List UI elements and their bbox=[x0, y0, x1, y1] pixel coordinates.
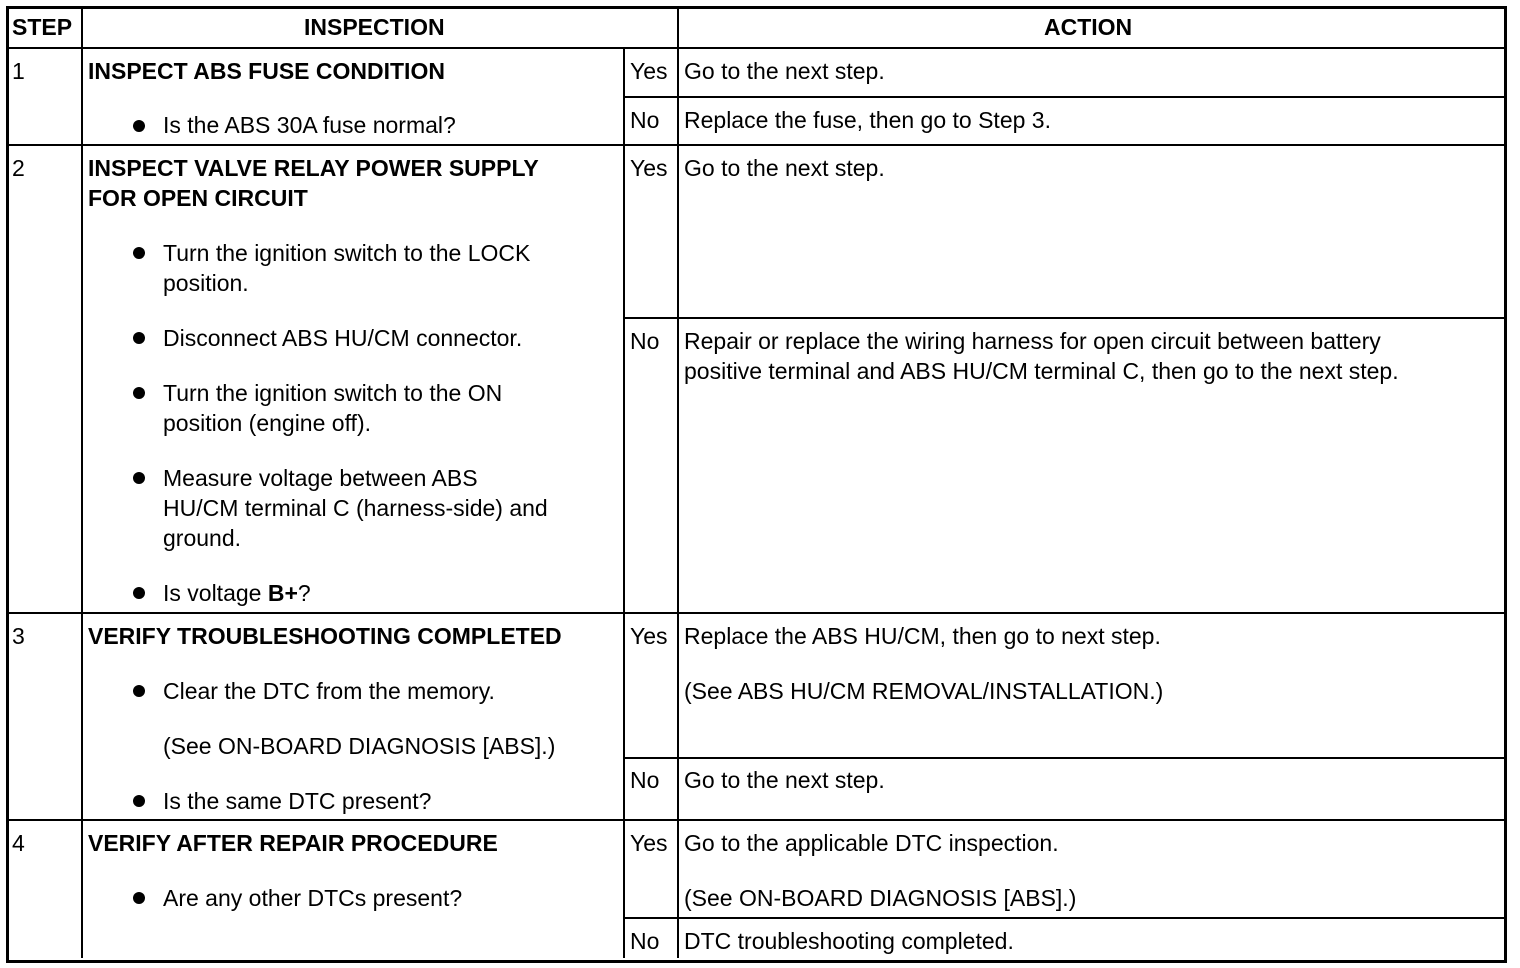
inspection-step: ground. bbox=[163, 525, 242, 551]
inspection-step: HU/CM terminal C (harness-side) and bbox=[163, 495, 548, 521]
row4-split-rule bbox=[624, 917, 1504, 919]
row2-split-rule bbox=[624, 317, 1504, 319]
no-label: No bbox=[630, 328, 660, 354]
bullet-icon bbox=[133, 587, 145, 599]
bullet-icon bbox=[133, 795, 145, 807]
voltage-value: B+ bbox=[267, 580, 298, 606]
yes-action: Go to the applicable DTC inspection. bbox=[684, 830, 1059, 856]
inspection-step bbox=[163, 578, 311, 608]
reference-note: (See ABS HU/CM REMOVAL/INSTALLATION.) bbox=[684, 678, 1164, 704]
inspection-step: position. bbox=[163, 270, 249, 296]
yes-action: Go to the next step. bbox=[684, 58, 885, 84]
row2-bottom-rule bbox=[8, 612, 1504, 614]
no-label: No bbox=[630, 767, 660, 793]
yes-label: Yes bbox=[630, 155, 668, 181]
yesno-col-rule bbox=[623, 47, 625, 958]
yes-action: Go to the next step. bbox=[684, 155, 885, 181]
step-number: 2 bbox=[12, 155, 25, 181]
row1-bottom-rule bbox=[8, 144, 1504, 146]
inspection-title: INSPECT ABS FUSE CONDITION bbox=[88, 58, 445, 84]
no-label: No bbox=[630, 107, 660, 133]
step-number: 1 bbox=[12, 58, 25, 84]
yes-label: Yes bbox=[630, 830, 668, 856]
no-action: Replace the fuse, then go to Step 3. bbox=[684, 107, 1051, 133]
step-number: 4 bbox=[12, 830, 25, 856]
inspection-step: Clear the DTC from the memory. bbox=[163, 678, 495, 704]
inspection-step: Is the ABS 30A fuse normal? bbox=[163, 112, 456, 138]
question-text: Is voltage bbox=[163, 580, 268, 606]
bullet-icon bbox=[133, 472, 145, 484]
inspection-step: Is the same DTC present? bbox=[163, 788, 432, 814]
inspection-title: VERIFY TROUBLESHOOTING COMPLETED bbox=[88, 623, 562, 649]
bullet-icon bbox=[133, 685, 145, 697]
row1-split-rule bbox=[624, 96, 1504, 98]
step-col-rule bbox=[81, 8, 83, 958]
inspection-step: Turn the ignition switch to the LOCK bbox=[163, 240, 531, 266]
reference-note: (See ON-BOARD DIAGNOSIS [ABS].) bbox=[163, 733, 556, 759]
inspection-step: Are any other DTCs present? bbox=[163, 885, 463, 911]
step-number: 3 bbox=[12, 623, 25, 649]
reference-note: (See ON-BOARD DIAGNOSIS [ABS].) bbox=[684, 885, 1077, 911]
row3-split-rule bbox=[624, 757, 1504, 759]
inspection-title: INSPECT VALVE RELAY POWER SUPPLY bbox=[88, 155, 539, 181]
bullet-icon bbox=[133, 247, 145, 259]
inspection-step: Turn the ignition switch to the ON bbox=[163, 380, 503, 406]
action-col-rule bbox=[677, 8, 679, 958]
inspection-step: position (engine off). bbox=[163, 410, 371, 436]
question-mark: ? bbox=[297, 580, 311, 606]
bullet-icon bbox=[133, 387, 145, 399]
yes-label: Yes bbox=[630, 623, 668, 649]
no-action: DTC troubleshooting completed. bbox=[684, 928, 1014, 954]
inspection-title: VERIFY AFTER REPAIR PROCEDURE bbox=[88, 830, 498, 856]
header-inspection: INSPECTION bbox=[304, 14, 445, 40]
bullet-icon bbox=[133, 892, 145, 904]
inspection-title: FOR OPEN CIRCUIT bbox=[88, 185, 308, 211]
row3-bottom-rule bbox=[8, 819, 1504, 821]
no-action: Go to the next step. bbox=[684, 767, 885, 793]
no-action: positive terminal and ABS HU/CM terminal C, then go to the next step. bbox=[684, 358, 1399, 384]
no-action: Repair or replace the wiring harness for open circuit between battery bbox=[684, 328, 1381, 354]
bullet-icon bbox=[133, 332, 145, 344]
header-rule bbox=[8, 47, 1504, 49]
yes-label: Yes bbox=[630, 58, 668, 84]
header-action: ACTION bbox=[1044, 14, 1133, 40]
yes-action: Replace the ABS HU/CM, then go to next step. bbox=[684, 623, 1161, 649]
inspection-step: Disconnect ABS HU/CM connector. bbox=[163, 325, 523, 351]
inspection-step: Measure voltage between ABS bbox=[163, 465, 478, 491]
no-label: No bbox=[630, 928, 660, 954]
bullet-icon bbox=[133, 120, 145, 132]
header-step: STEP bbox=[12, 14, 73, 40]
